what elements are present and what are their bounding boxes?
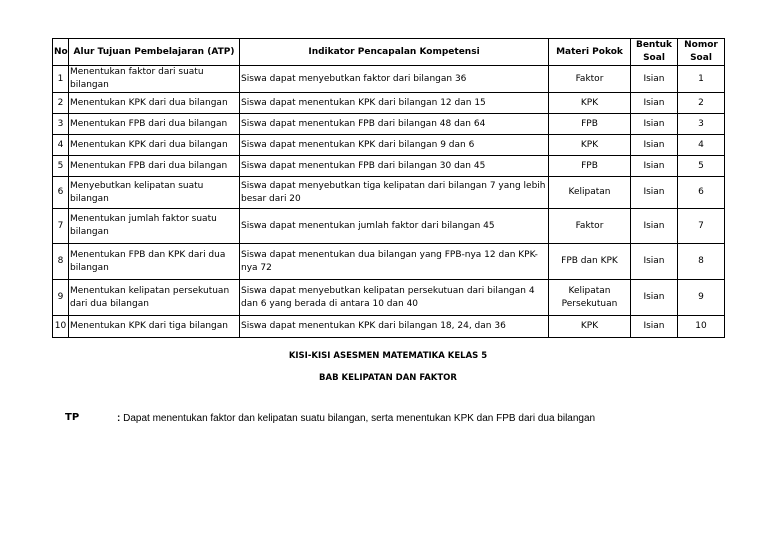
cell-materi: FPB (549, 156, 631, 177)
tp-colon: : (117, 413, 121, 424)
tp-label: TP (65, 412, 80, 423)
cell-materi: KPK (549, 93, 631, 114)
tp-text: Dapat menentukan faktor dan kelipatan suatu bilangan, serta menentukan KPK dan FPB dari dua bilangan (120, 413, 596, 424)
cell-materi: Kelipatan Persekutuan (549, 280, 631, 316)
tp-statement (117, 413, 595, 424)
cell-atp: Menentukan KPK dari dua bilangan (69, 135, 240, 156)
cell-materi: FPB (549, 114, 631, 135)
cell-indikator: Siswa dapat menentukan KPK dari bilangan 12 dan 15 (240, 93, 549, 114)
cell-atp: Menentukan FPB dari dua bilangan (69, 156, 240, 177)
cell-bentuk: Isian (631, 316, 678, 338)
cell-materi: KPK (549, 316, 631, 338)
cell-bentuk: Isian (631, 93, 678, 114)
cell-no: 5 (53, 156, 69, 177)
table-row (53, 280, 725, 316)
header-no: No (53, 39, 69, 66)
cell-bentuk: Isian (631, 209, 678, 244)
table-row (53, 93, 725, 114)
cell-nomor: 3 (678, 114, 725, 135)
table-row (53, 156, 725, 177)
cell-bentuk: Isian (631, 156, 678, 177)
cell-nomor: 1 (678, 66, 725, 93)
cell-nomor: 9 (678, 280, 725, 316)
cell-no: 6 (53, 177, 69, 209)
cell-no: 7 (53, 209, 69, 244)
cell-nomor: 8 (678, 244, 725, 280)
cell-no: 10 (53, 316, 69, 338)
kisi-kisi-table (52, 38, 725, 338)
cell-no: 2 (53, 93, 69, 114)
table-row (53, 316, 725, 338)
cell-indikator: Siswa dapat menentukan FPB dari bilangan 48 dan 64 (240, 114, 549, 135)
cell-atp: Menentukan kelipatan persekutuan dari dua bilangan (69, 280, 240, 316)
cell-no: 9 (53, 280, 69, 316)
cell-bentuk: Isian (631, 244, 678, 280)
cell-indikator: Siswa dapat menentukan FPB dari bilangan 30 dan 45 (240, 156, 549, 177)
header-indikator: Indikator Pencapalan Kompetensi (240, 39, 549, 66)
header-bentuk: Bentuk Soal (631, 39, 678, 66)
document-subtitle: BAB KELIPATAN DAN FAKTOR (319, 373, 457, 383)
cell-bentuk: Isian (631, 66, 678, 93)
document-title: KISI-KISI ASESMEN MATEMATIKA KELAS 5 (288, 351, 488, 361)
cell-indikator: Siswa dapat menentukan jumlah faktor dari bilangan 45 (240, 209, 549, 244)
header-nomor: Nomor Soal (678, 39, 725, 66)
cell-indikator: Siswa dapat menentukan KPK dari bilangan 18, 24, dan 36 (240, 316, 549, 338)
cell-indikator: Siswa dapat menentukan KPK dari bilangan 9 dan 6 (240, 135, 549, 156)
cell-bentuk: Isian (631, 114, 678, 135)
cell-nomor: 6 (678, 177, 725, 209)
cell-nomor: 4 (678, 135, 725, 156)
cell-no: 4 (53, 135, 69, 156)
cell-bentuk: Isian (631, 135, 678, 156)
cell-nomor: 7 (678, 209, 725, 244)
cell-no: 1 (53, 66, 69, 93)
cell-nomor: 2 (678, 93, 725, 114)
cell-no: 8 (53, 244, 69, 280)
table-row (53, 135, 725, 156)
cell-atp: Menentukan KPK dari tiga bilangan (69, 316, 240, 338)
cell-bentuk: Isian (631, 177, 678, 209)
cell-atp: Menentukan FPB dan KPK dari dua bilangan (69, 244, 240, 280)
header-materi: Materi Pokok (549, 39, 631, 66)
cell-materi: Faktor (549, 66, 631, 93)
cell-atp: Menentukan faktor dari suatu bilangan (69, 66, 240, 93)
cell-materi: Kelipatan (549, 177, 631, 209)
cell-indikator: Siswa dapat menyebutkan kelipatan persekutuan dari bilangan 4 dan 6 yang berada di antara 10 dan 40 (240, 280, 549, 316)
table-row (53, 209, 725, 244)
table-header-row (53, 39, 725, 66)
cell-atp: Menyebutkan kelipatan suatu bilangan (69, 177, 240, 209)
cell-bentuk: Isian (631, 280, 678, 316)
cell-atp: Menentukan FPB dari dua bilangan (69, 114, 240, 135)
cell-nomor: 10 (678, 316, 725, 338)
cell-atp: Menentukan KPK dari dua bilangan (69, 93, 240, 114)
cell-materi: Faktor (549, 209, 631, 244)
table-row (53, 66, 725, 93)
header-atp: Alur Tujuan Pembelajaran (ATP) (69, 39, 240, 66)
table-row (53, 114, 725, 135)
cell-materi: KPK (549, 135, 631, 156)
cell-nomor: 5 (678, 156, 725, 177)
table-row (53, 244, 725, 280)
cell-no: 3 (53, 114, 69, 135)
cell-indikator: Siswa dapat menyebutkan tiga kelipatan dari bilangan 7 yang lebih besar dari 20 (240, 177, 549, 209)
table-row (53, 177, 725, 209)
cell-indikator: Siswa dapat menentukan dua bilangan yang FPB-nya 12 dan KPK-nya 72 (240, 244, 549, 280)
cell-atp: Menentukan jumlah faktor suatu bilangan (69, 209, 240, 244)
cell-materi: FPB dan KPK (549, 244, 631, 280)
cell-indikator: Siswa dapat menyebutkan faktor dari bilangan 36 (240, 66, 549, 93)
